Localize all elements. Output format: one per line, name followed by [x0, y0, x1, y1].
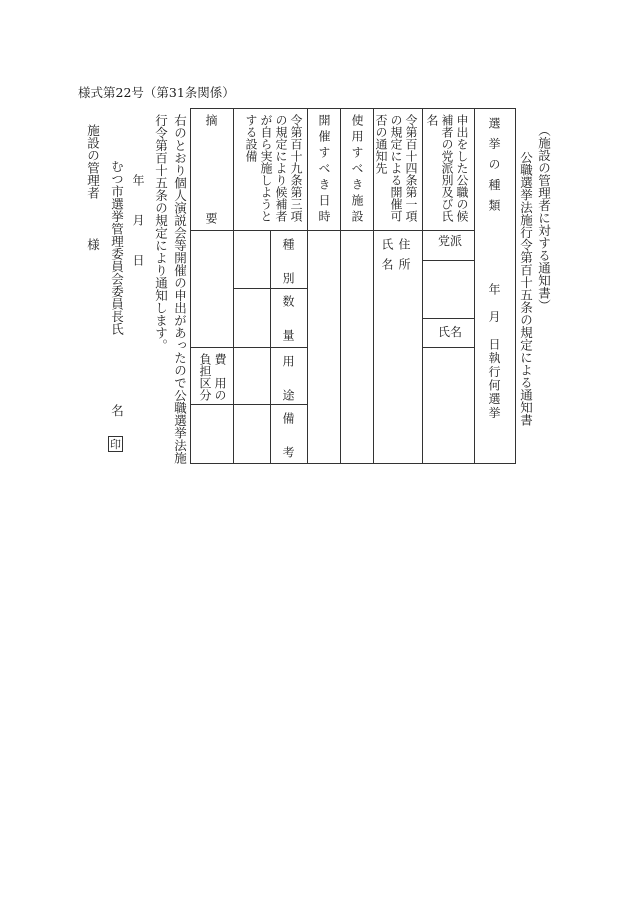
equipment-header-line4: する設備 — [244, 114, 258, 162]
facility-header: 使用すべき施設 — [350, 114, 364, 226]
datetime-header: 開催すべき日時 — [317, 114, 331, 226]
party-label: 党派 — [438, 234, 463, 248]
honorific: 様 — [85, 238, 101, 251]
summary-header-bottom: 要 — [204, 212, 218, 224]
seal-mark: 印 — [110, 437, 121, 451]
notice-line1: 右のとおり個人演説会等開催の申出があったので公職選挙法施 — [172, 114, 188, 464]
recipient-header-line1: 令第百十四条第一項 — [404, 114, 418, 222]
address-label: 住所 — [397, 238, 411, 278]
use-label: 用 途 — [281, 355, 295, 406]
addressee: 施設の管理者 — [85, 124, 101, 199]
document-title: 公職選挙法施行令第百十五条の規定による通知書 — [518, 151, 534, 426]
quantity-label: 数 量 — [281, 295, 295, 346]
issuer-name-label: 名 — [109, 404, 125, 417]
election-type-header: 選挙の種類 — [487, 117, 501, 220]
remarks-label: 備 考 — [281, 412, 295, 463]
cost-label-line2: 負担区分 — [198, 353, 212, 401]
name-label: 氏名 — [438, 325, 463, 339]
equipment-header-line2: の規定により候補者 — [274, 114, 288, 222]
cost-label-line1: 費 用の — [213, 353, 227, 401]
summary-header-top: 摘 — [204, 114, 218, 126]
recipient-header-line3: 否の通知先 — [374, 114, 388, 174]
notice-line2: 行令第百十五条の規定により通知します。 — [153, 114, 169, 352]
type-label: 種 別 — [281, 238, 295, 289]
equipment-header-line1: 令第百十九条第三項 — [289, 114, 303, 222]
form-number: 様式第22号（第31条関係） — [78, 85, 235, 100]
document-subtitle: （施設の管理者に対する通知書） — [536, 124, 552, 312]
equipment-header-line3: が自ら実施しようと — [259, 114, 273, 222]
candidate-header-line1: 申出をした公職の候 — [455, 114, 469, 222]
issue-date: 年 月 日 — [131, 174, 145, 274]
recipient-header-line2: の規定による開催可 — [389, 114, 403, 222]
election-date-value: 年 月 日執行何選挙 — [487, 283, 501, 420]
recipient-name-label: 氏名 — [380, 238, 394, 278]
candidate-header-line3: 名 — [425, 114, 439, 126]
issuer: むつ市選挙管理委員会委員長氏 — [109, 160, 125, 335]
candidate-header-line2: 補者の党派別及び氏 — [440, 114, 454, 222]
